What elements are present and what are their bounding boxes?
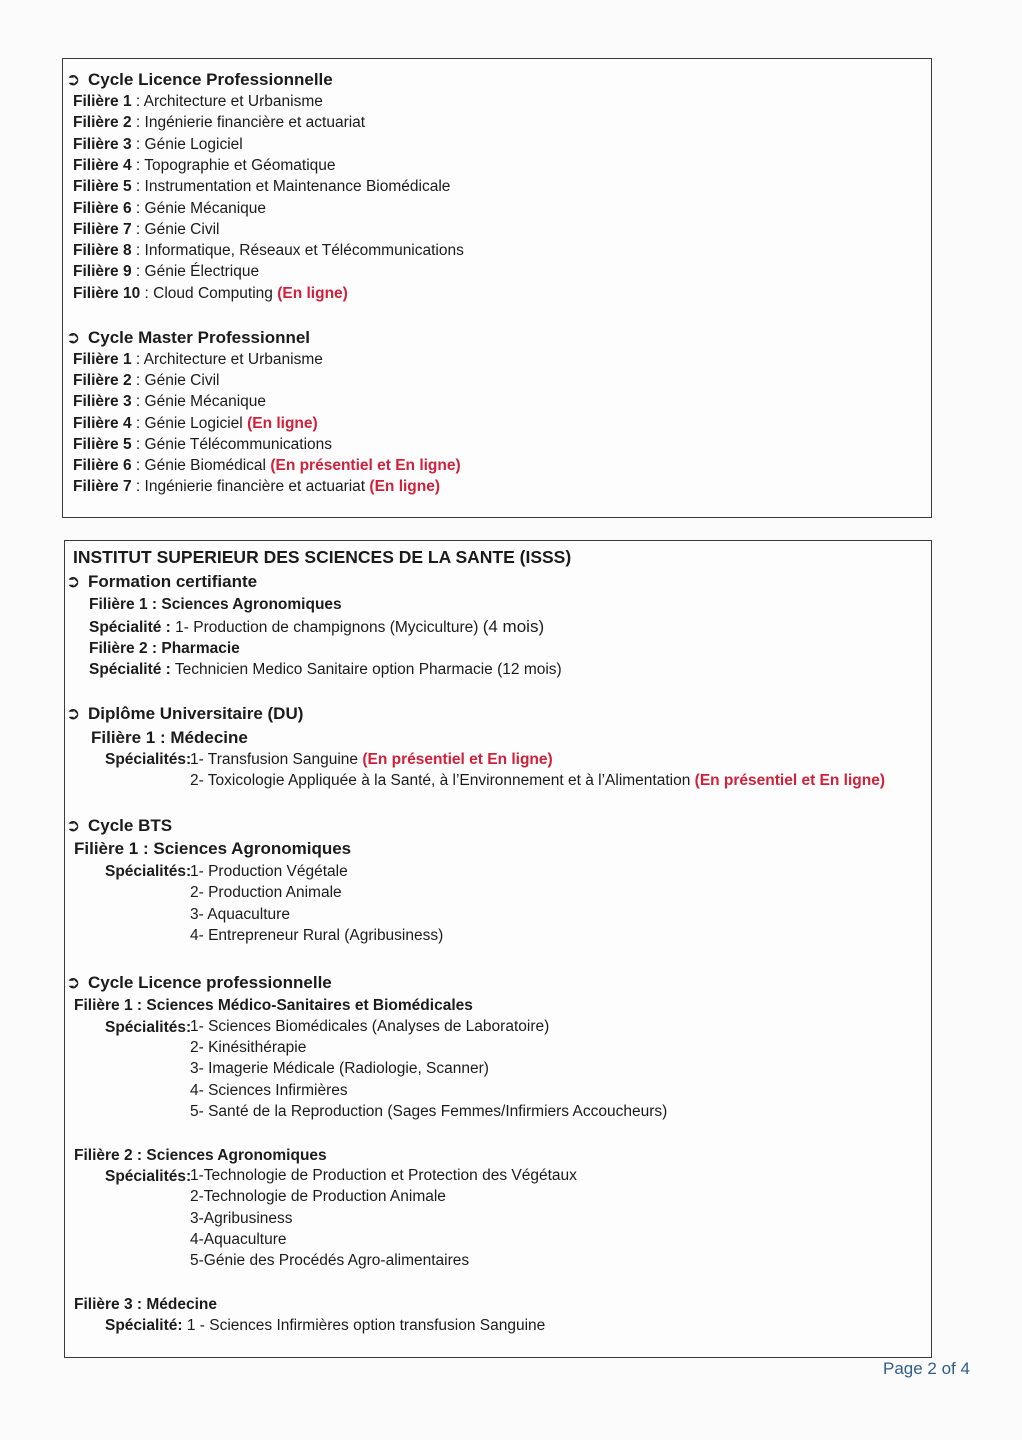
licence-filiere-1: Filière 1 : Sciences Médico-Sanitaires et Biomédicales: [74, 997, 473, 1014]
bts-filiere-1: Filière 1 : Sciences Agronomiques: [74, 839, 352, 858]
filiere-item: Filière 10 : Cloud Computing (En ligne): [73, 284, 348, 302]
formation-certifiante-heading: ➲ Formation certifiante: [66, 572, 258, 591]
du-spec-item-2: 2- Toxicologie Appliquée à la Santé, à l’Environnement et à l’Alimentation (En présentiel et En ligne): [190, 772, 885, 789]
specialite-item: 2- Production Animale: [190, 884, 342, 902]
certifiante-specialite-2: Spécialité : Technicien Medico Sanitaire option Pharmacie (12 mois): [89, 661, 562, 678]
specialite-item: 1- Sciences Biomédicales (Analyses de Laboratoire): [190, 1018, 550, 1035]
filiere-item: Filière 8 : Informatique, Réseaux et Télécommunications: [73, 242, 464, 260]
bts-spec-label: Spécialités:: [105, 863, 192, 880]
filiere-item: Filière 1 : Architecture et Urbanisme: [73, 93, 323, 110]
filiere-item: Filière 7 : Ingénierie financière et actuariat (En ligne): [73, 478, 441, 496]
filiere-item: Filière 3 : Génie Mécanique: [73, 393, 267, 411]
specialite-item: 5-Génie des Procédés Agro-alimentaires: [190, 1252, 470, 1270]
licence-isss-heading: ➲ Cycle Licence professionnelle: [66, 973, 332, 992]
institute-title: INSTITUT SUPERIEUR DES SCIENCES DE LA SANTE (ISSS): [73, 547, 572, 567]
filiere-item: Filière 3 : Génie Logiciel: [73, 135, 243, 153]
filiere-item: Filière 7 : Génie Civil: [73, 220, 220, 238]
du-heading: ➲ Diplôme Universitaire (DU): [66, 704, 304, 723]
filiere-item: Filière 5 : Génie Télécommunications: [73, 435, 333, 453]
bts-heading: ➲ Cycle BTS: [66, 816, 173, 835]
specialite-item: 3-Agribusiness: [190, 1209, 293, 1227]
page-number: Page 2 of 4: [883, 1359, 970, 1378]
specialite-item: 4- Entrepreneur Rural (Agribusiness): [190, 926, 444, 944]
arrow-icon: ➲: [66, 572, 81, 591]
certifiante-filiere-2: Filière 2 : Pharmacie: [89, 640, 240, 657]
licence-f1-spec-label: Spécialités:: [105, 1019, 192, 1036]
licence-filiere-2: Filière 2 : Sciences Agronomiques: [74, 1147, 327, 1164]
specialite-item: 1- Production Végétale: [190, 863, 348, 880]
certifiante-specialite-1: Spécialité : 1- Production de champignons (Myciculture) (4 mois): [89, 617, 545, 636]
specialite-item: 2-Technologie de Production Animale: [190, 1188, 446, 1206]
cycle-licence-pro-heading: ➲ Cycle Licence Professionnelle: [66, 70, 333, 89]
specialite-item: 5- Santé de la Reproduction (Sages Femmes/Infirmiers Accoucheurs): [190, 1102, 668, 1120]
specialite-item: 3- Aquaculture: [190, 905, 290, 923]
filiere-item: Filière 1 : Architecture et Urbanisme: [73, 351, 323, 368]
filiere-item: Filière 4 : Génie Logiciel (En ligne): [73, 414, 318, 432]
filiere-item: Filière 2 : Ingénierie financière et actuariat: [73, 114, 366, 132]
arrow-icon: ➲: [66, 70, 81, 89]
du-spec-label: Spécialités:: [105, 751, 192, 768]
specialite-item: 2- Kinésithérapie: [190, 1039, 307, 1057]
du-spec-item-1: 1- Transfusion Sanguine (En présentiel et En ligne): [190, 751, 553, 768]
filiere-item: Filière 6 : Génie Mécanique: [73, 199, 267, 217]
specialite-item: 4- Sciences Infirmières: [190, 1081, 348, 1099]
specialite-item: 1-Technologie de Production et Protection des Végétaux: [190, 1167, 577, 1184]
filiere-item: Filière 4 : Topographie et Géomatique: [73, 156, 336, 174]
specialite-item: 4-Aquaculture: [190, 1230, 287, 1248]
filiere-item: Filière 5 : Instrumentation et Maintenance Biomédicale: [73, 178, 451, 196]
arrow-icon: ➲: [66, 816, 81, 835]
certifiante-filiere-1: Filière 1 : Sciences Agronomiques: [89, 596, 342, 613]
licence-f3-specialite: Spécialité: 1 - Sciences Infirmières option transfusion Sanguine: [105, 1317, 546, 1334]
arrow-icon: ➲: [66, 704, 81, 723]
filiere-item: Filière 9 : Génie Électrique: [73, 263, 260, 281]
licence-f2-spec-label: Spécialités:: [105, 1168, 192, 1185]
specialite-item: 3- Imagerie Médicale (Radiologie, Scanner): [190, 1060, 489, 1078]
arrow-icon: ➲: [66, 973, 81, 992]
filiere-item: Filière 6 : Génie Biomédical (En présentiel et En ligne): [73, 457, 461, 474]
cycle-master-pro-heading: ➲ Cycle Master Professionnel: [66, 328, 311, 347]
arrow-icon: ➲: [66, 328, 81, 347]
du-filiere-1: Filière 1 : Médecine: [91, 728, 248, 747]
filiere-item: Filière 2 : Génie Civil: [73, 372, 220, 390]
licence-filiere-3: Filière 3 : Médecine: [74, 1296, 217, 1313]
